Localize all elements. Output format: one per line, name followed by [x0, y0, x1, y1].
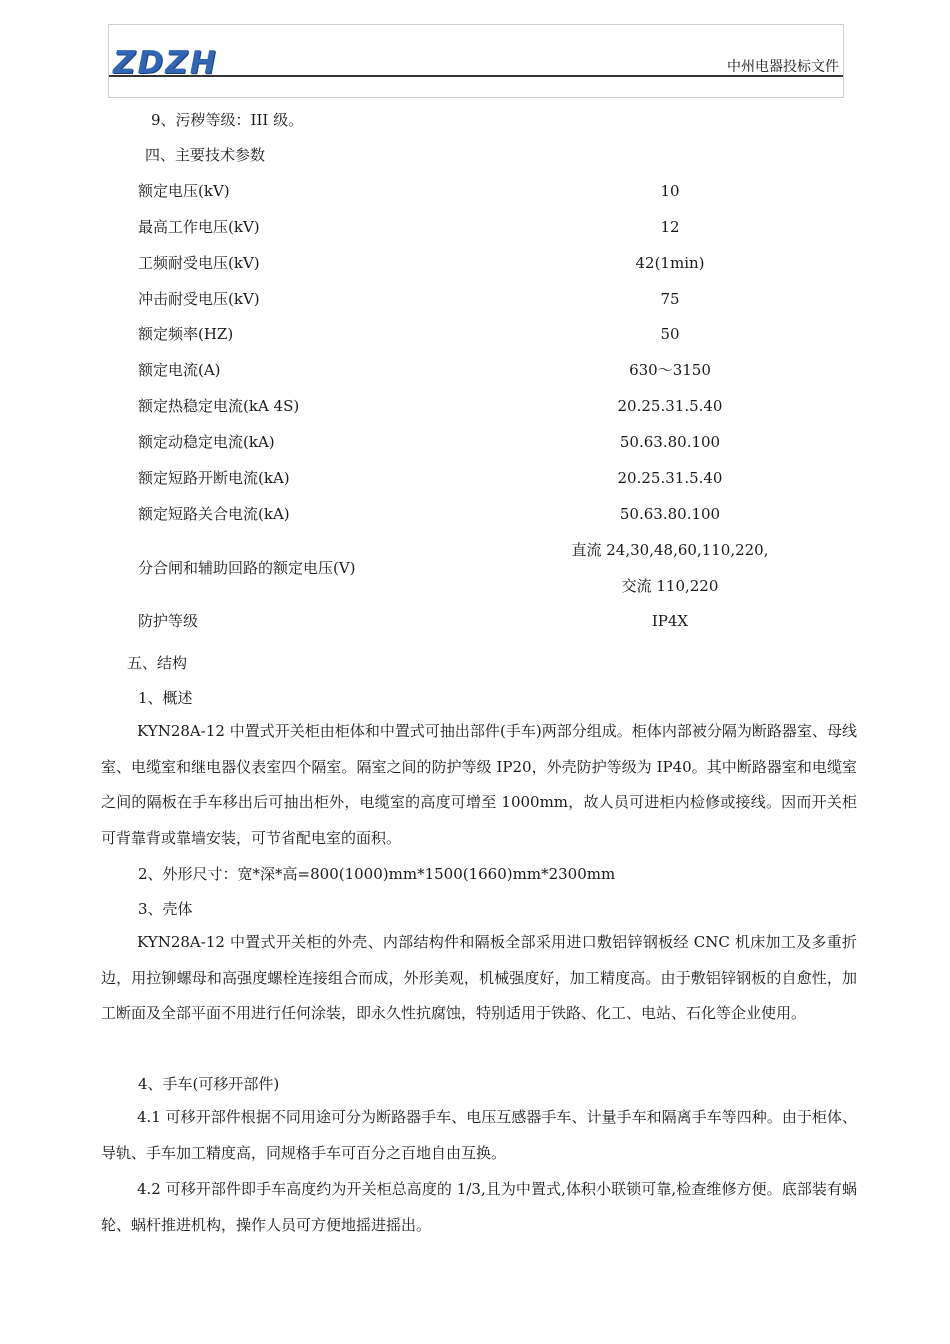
param-value: 20.25.31.5.40 — [617, 397, 723, 415]
param-label: 分合闸和辅助回路的额定电压(V) — [138, 559, 356, 577]
overview-paragraph: KYN28A-12 中置式开关柜由柜体和中置式可抽出部件(手车)两部分组成。柜体内部被分隔为断路器室、母线室、电缆室和继电器仪表室四个隔室。隔室之间的防护等级 IP20，外壳防护等级为 IP40。其中断路器室和电缆室之间的隔板在手车移出后可抽出柜外，电缆室的高度可增至 1000mm，故人员可进柜内检修或接线。因而开关柜可背靠背或靠墙安装，可节省配电室的面积。 — [101, 722, 857, 847]
param-value: 交流 110,220 — [621, 577, 719, 595]
subheading-truck: 4、手车(可移开部件) — [138, 1075, 280, 1093]
section-heading-parameters: 四、主要技术参数 — [145, 146, 266, 164]
param-row — [0, 558, 950, 578]
param-value: 42(1min) — [635, 254, 705, 272]
page-header — [108, 24, 844, 98]
param-row — [0, 396, 950, 416]
param-label: 冲击耐受电压(kV) — [138, 290, 260, 308]
param-row — [0, 181, 950, 201]
truck-paragraph-2: 4.2 可移开部件即手车高度约为开关柜总高度的 1/3,且为中置式,体积小联锁可靠,检查维修方便。底部装有蜗轮、蜗杆推进机构，操作人员可方便地摇进摇出。 — [101, 1180, 857, 1234]
param-row — [0, 360, 950, 380]
param-value: IP4X — [651, 612, 689, 630]
param-value: 直流 24,30,48,60,110,220, — [571, 541, 769, 559]
param-row — [0, 432, 950, 452]
truck-paragraph-1: 4.1 可移开部件根据不同用途可分为断路器手车、电压互感器手车、计量手车和隔离手车等四种。由于柜体、导轨、手车加工精度高，同规格手车可百分之百地自由互换。 — [101, 1108, 857, 1162]
header-title: 中州电器投标文件 — [727, 59, 839, 75]
param-value: 50 — [660, 325, 680, 343]
subheading-overview: 1、概述 — [138, 689, 193, 707]
param-value: 50.63.80.100 — [619, 433, 721, 451]
param-value: 10 — [660, 182, 680, 200]
param-row — [0, 324, 950, 344]
param-value: 630～3150 — [629, 361, 711, 379]
param-row — [0, 540, 950, 560]
dimensions-line: 2、外形尺寸：宽*深*高=800(1000)mm*1500(1660)mm*2300mm — [138, 865, 616, 883]
param-label: 防护等级 — [138, 612, 199, 630]
param-value: 20.25.31.5.40 — [617, 469, 723, 487]
param-row — [0, 253, 950, 273]
param-row — [0, 504, 950, 524]
param-row — [0, 289, 950, 309]
param-label: 额定短路关合电流(kA) — [138, 505, 290, 523]
company-logo: ZDZH — [113, 45, 218, 81]
param-label: 额定频率(HZ) — [138, 325, 234, 343]
subheading-shell: 3、壳体 — [138, 900, 193, 918]
param-row — [0, 611, 950, 631]
param-value: 50.63.80.100 — [619, 505, 721, 523]
param-value: 12 — [660, 218, 680, 236]
pollution-level-item: 9、污秽等级：III 级。 — [151, 111, 304, 129]
shell-paragraph: KYN28A-12 中置式开关柜的外壳、内部结构件和隔板全部采用进口敷铝锌钢板经 CNC 机床加工及多重折边，用拉铆螺母和高强度螺栓连接组合而成，外形美观，机械强度好，加工精度高。由于敷铝锌钢板的自愈性，加工断面及全部平面不用进行任何涂装，即永久性抗腐蚀，特别适用于铁路、化工、电站、石化等企业使用。 — [101, 933, 857, 1022]
param-label: 额定电压(kV) — [138, 182, 230, 200]
param-label: 额定热稳定电流(kA 4S) — [138, 397, 300, 415]
section-heading-structure: 五、结构 — [127, 654, 188, 672]
param-label: 额定动稳定电流(kA) — [138, 433, 275, 451]
param-value: 75 — [660, 290, 680, 308]
param-row — [0, 468, 950, 488]
param-row — [0, 576, 950, 596]
param-row — [0, 217, 950, 237]
header-divider — [109, 75, 843, 77]
param-label: 工频耐受电压(kV) — [138, 254, 260, 272]
param-label: 额定电流(A) — [138, 361, 221, 379]
param-label: 最高工作电压(kV) — [138, 218, 260, 236]
param-label: 额定短路开断电流(kA) — [138, 469, 290, 487]
